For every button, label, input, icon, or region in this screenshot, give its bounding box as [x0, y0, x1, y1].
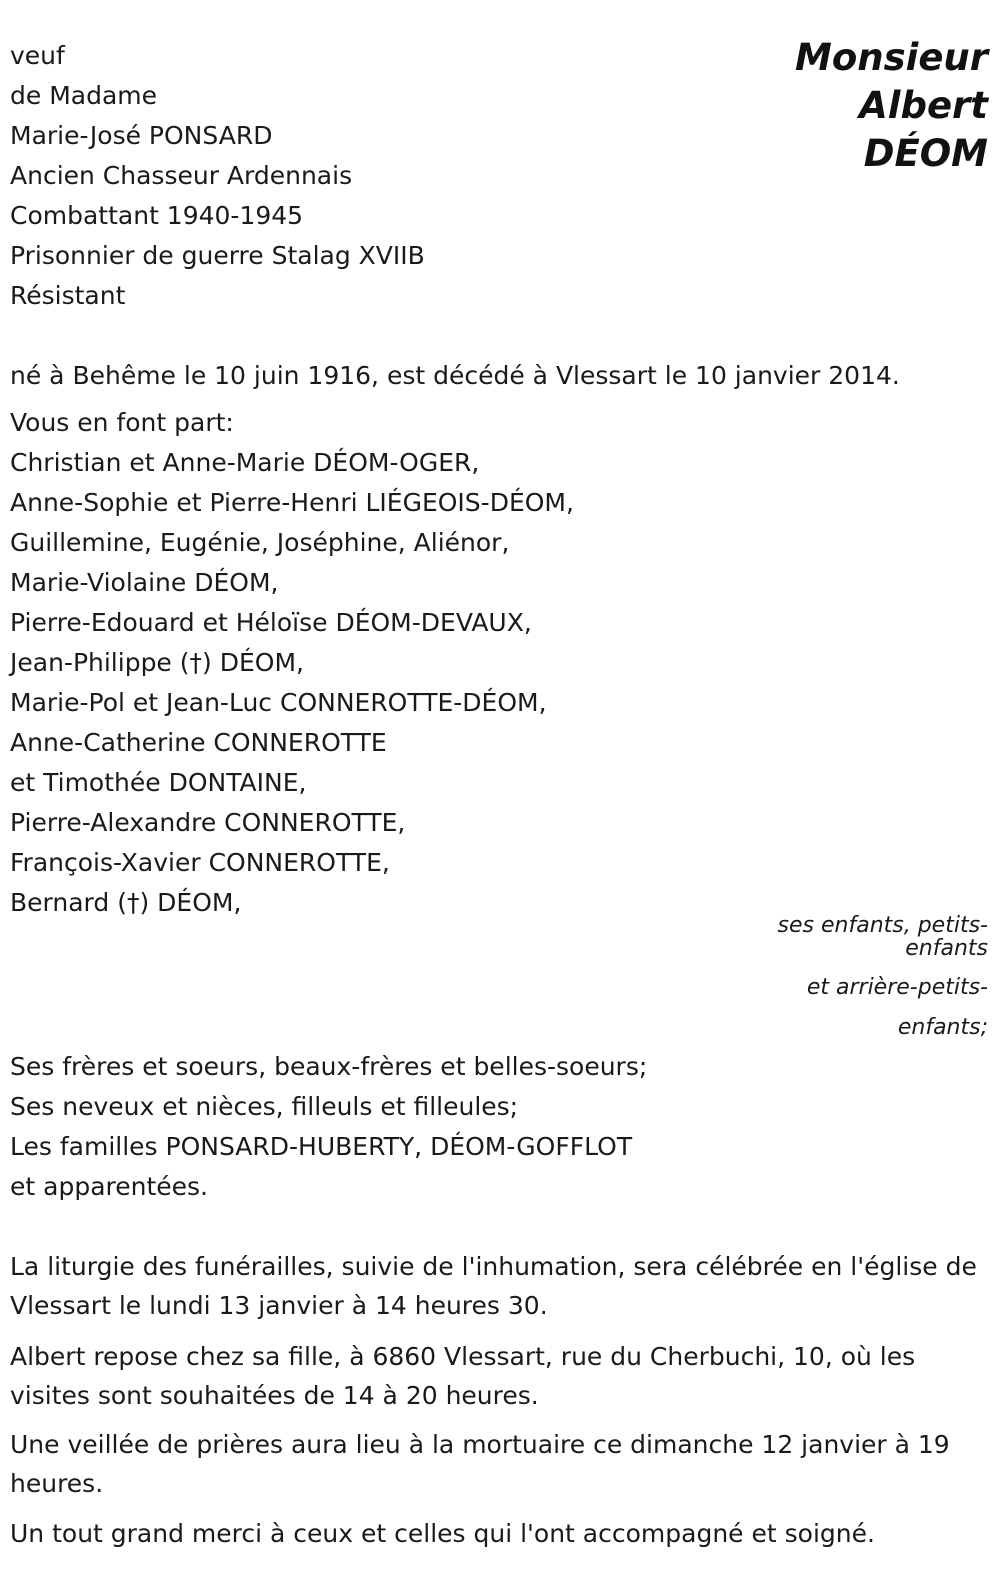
intro-line: veuf: [10, 41, 65, 70]
announce-label: Vous en font part:: [10, 408, 234, 437]
intro-line: Combattant 1940-1945: [10, 201, 304, 230]
relatives-line: Les familles PONSARD-HUBERTY, DÉOM-GOFFLOT: [10, 1132, 633, 1161]
intro-line: Ancien Chasseur Ardennais: [10, 161, 353, 190]
deceased-name-block: [795, 34, 988, 178]
family-role-text: enfants: [905, 936, 988, 961]
family-line: et Timothée DONTAINE,: [10, 768, 307, 797]
family-line: Pierre-Alexandre CONNEROTTE,: [10, 808, 406, 837]
family-line: Anne-Catherine CONNEROTTE: [10, 728, 387, 757]
relatives-line: Ses neveux et nièces, filleuls et filleules;: [10, 1092, 519, 1121]
intro-block: [10, 36, 425, 316]
family-line: François-Xavier CONNEROTTE,: [10, 848, 390, 877]
family-role-text: ses enfants, petits-: [777, 913, 988, 938]
family-line: Guillemine, Eugénie, Joséphine, Aliénor,: [10, 528, 510, 557]
intro-line: Prisonnier de guerre Stalag XVIIB: [10, 241, 425, 270]
thanks-paragraph: Un tout grand merci à ceux et celles qui l'ont accompagné et soigné.: [10, 1519, 875, 1548]
relatives-block: [10, 1047, 647, 1207]
intro-line: Résistant: [10, 281, 126, 310]
family-role-text: enfants;: [897, 1015, 988, 1040]
deceased-first-name: Albert: [859, 84, 988, 127]
family-block: [10, 403, 574, 923]
vigil-paragraph: Une veillée de prières aura lieu à la mortuaire ce dimanche 12 janvier à 19 heures.: [10, 1430, 950, 1498]
deceased-last-name: DÉOM: [863, 132, 988, 175]
family-line: Pierre-Edouard et Héloïse DÉOM-DEVAUX,: [10, 608, 532, 637]
deceased-title: Monsieur: [795, 36, 988, 79]
family-role-children: [778, 906, 988, 969]
family-role-greatgrandchildren: [807, 968, 988, 1048]
intro-line: de Madame: [10, 81, 158, 110]
family-line: Anne-Sophie et Pierre-Henri LIÉGEOIS-DÉOM,: [10, 488, 574, 517]
relatives-line: et apparentées.: [10, 1172, 208, 1201]
family-line: Christian et Anne-Marie DÉOM-OGER,: [10, 448, 480, 477]
family-line: Marie-Violaine DÉOM,: [10, 568, 279, 597]
family-line: Bernard (†) DÉOM,: [10, 888, 242, 917]
birth-death-line: né à Behême le 10 juin 1916, est décédé à Vlessart le 10 janvier 2014.: [10, 361, 900, 390]
liturgy-paragraph: La liturgie des funérailles, suivie de l'inhumation, sera célébrée en l'église de Vlessart le lundi 13 janvier à 14 heures 30.: [10, 1252, 977, 1320]
intro-line: Marie-José PONSARD: [10, 121, 273, 150]
family-line: Jean-Philippe (†) DÉOM,: [10, 648, 304, 677]
relatives-line: Ses frères et soeurs, beaux-frères et belles-soeurs;: [10, 1052, 648, 1081]
visitation-paragraph: Albert repose chez sa fille, à 6860 Vlessart, rue du Cherbuchi, 10, où les visites sont souhaitées de 14 à 20 heures.: [10, 1342, 916, 1410]
family-role-text: et arrière-petits-: [806, 975, 988, 1000]
family-line: Marie-Pol et Jean-Luc CONNEROTTE-DÉOM,: [10, 688, 547, 717]
